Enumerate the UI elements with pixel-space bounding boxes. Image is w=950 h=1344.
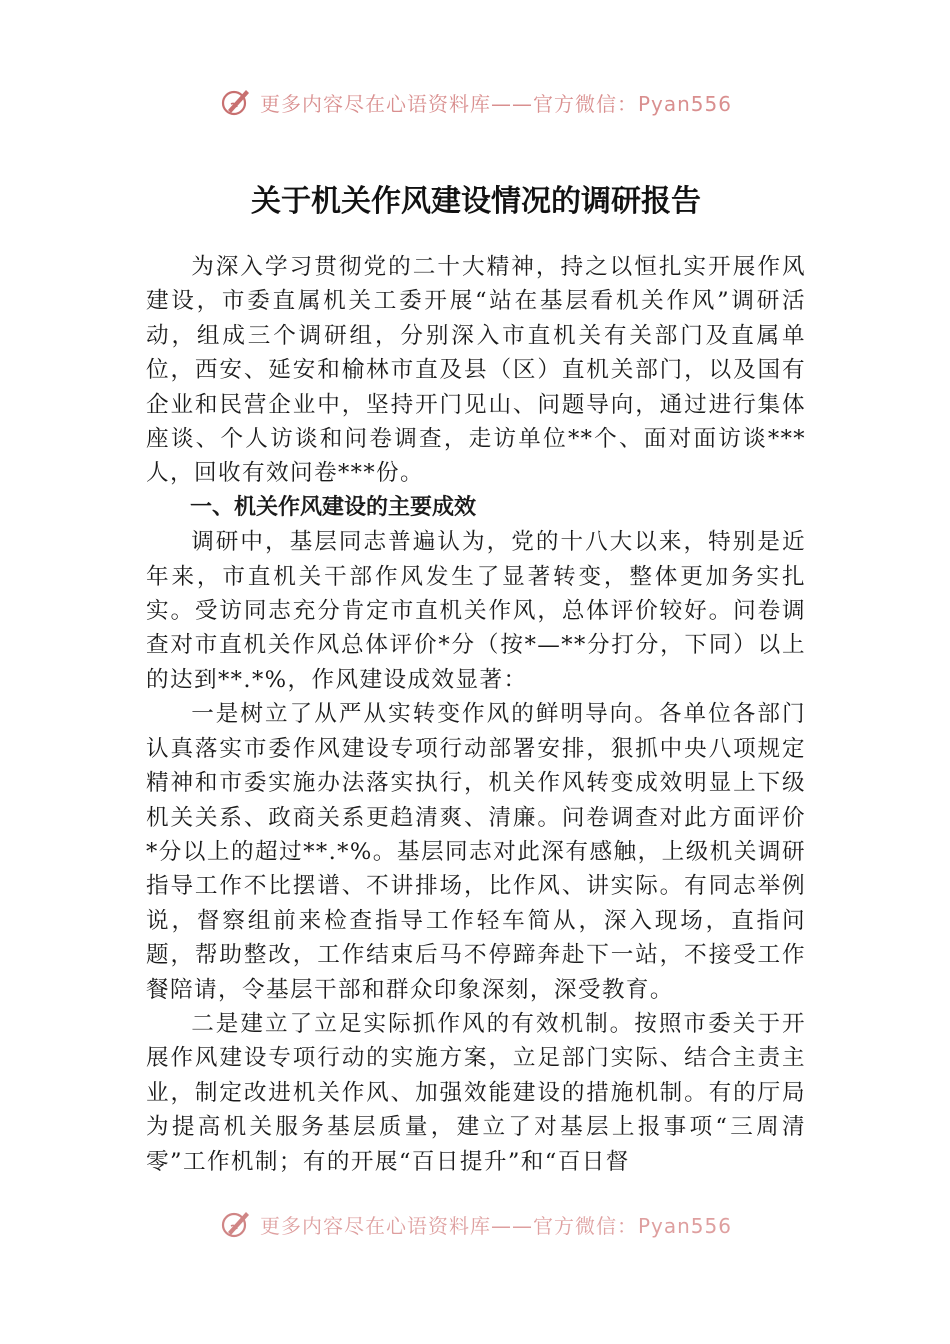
- watermark-text: 更多内容尽在心语资料库——官方微信：Pyan556: [259, 91, 732, 116]
- section-heading-1: 一、机关作风建设的主要成效: [190, 494, 477, 520]
- document: [146, 182, 806, 1179]
- watermark-footer: [0, 1204, 950, 1244]
- paragraph-point-1: 一是树立了从严从实转变作风的鲜明导向。各单位各部门认真落实市委作风建设专项行动部署安排，狠抓中央八项规定精神和市委实施办法落实执行，机关作风转变成效明显上下级机关关系、政商关系更趋清爽、清廉。问卷调查对此方面评价*分以上的超过**.*%。基层同志对此深有感触，上级机关调研指导工作不比摆谱、不讲排场，比作风、讲实际。有同志举例说，督察组前来检查指导工作轻车简从，深入现场，直指问题，帮助整改，工作结束后马不停蹄奔赴下一站，不接受工作餐陪请，令基层干部和群众印象深刻，深受教育。: [146, 701, 806, 1003]
- document-title: 关于机关作风建设情况的调研报告: [251, 184, 701, 219]
- pen-logo-icon: [218, 1206, 254, 1242]
- paragraph-intro: 为深入学习贯彻党的二十大精神，持之以恒扎实开展作风建设，市委直属机关工委开展“站在基层看机关作风”调研活动，组成三个调研组，分别深入市直机关有关部门及直属单位，西安、延安和榆林市直及县（区）直机关部门，以及国有企业和民营企业中，坚持开门见山、问题导向，通过进行集体座谈、个人访谈和问卷调查，走访单位**个、面对面访谈***人，回收有效问卷***份。: [146, 254, 806, 487]
- watermark-text: 更多内容尽在心语资料库——官方微信：Pyan556: [259, 1213, 732, 1238]
- paragraph-point-2: 二是建立了立足实际抓作风的有效机制。按照市委关于开展作风建设专项行动的实施方案，立足部门实际、结合主责主业，制定改进机关作风、加强效能建设的措施机制。有的厅局为提高机关服务基层质量，建立了对基层上报事项“三周清零”工作机制；有的开展“百日提升”和“百日督: [146, 1010, 806, 1175]
- paragraph-summary: 调研中，基层同志普遍认为，党的十八大以来，特别是近年来，市直机关干部作风发生了显著转变，整体更加务实扎实。受访同志充分肯定市直机关作风，总体评价较好。问卷调查对市直机关作风总体评价*分（按*—**分打分，下同）以上的达到**.*%，作风建设成效显著：: [146, 529, 806, 693]
